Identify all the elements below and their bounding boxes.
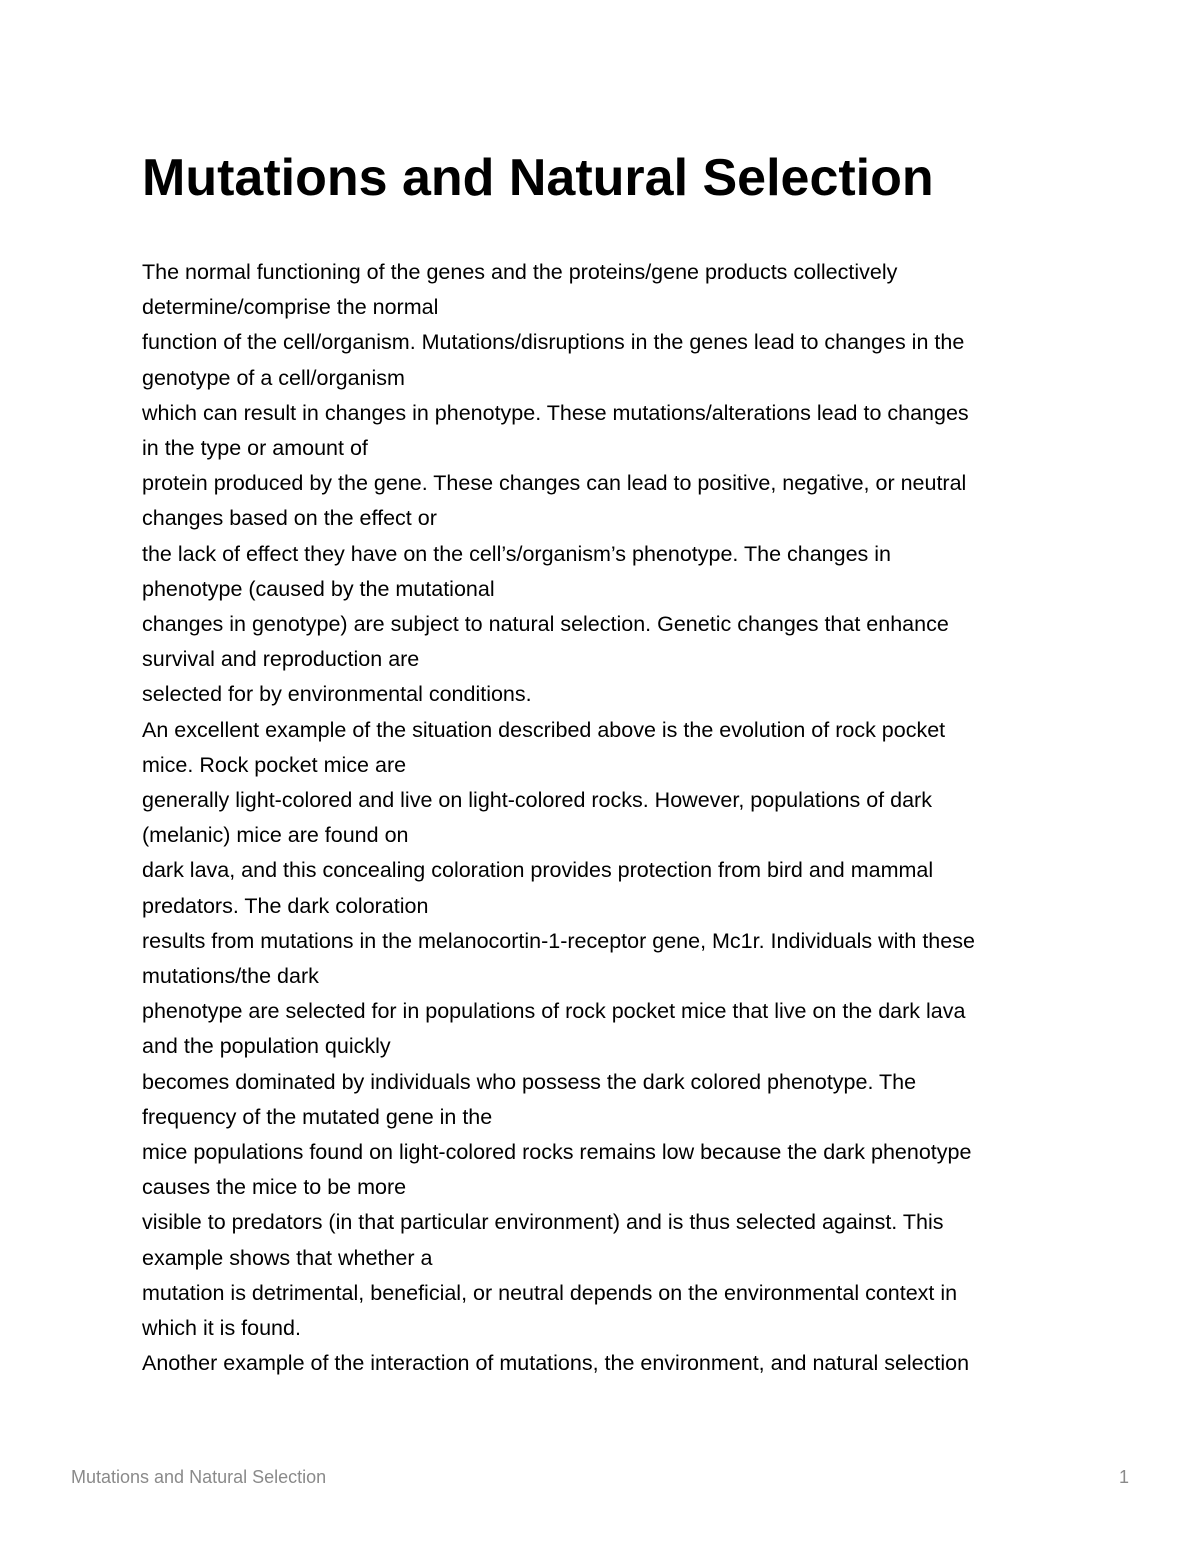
body-line: dark lava, and this concealing coloration provides protection from bird and mammal xyxy=(142,858,934,883)
body-line: changes in genotype) are subject to natural selection. Genetic changes that enhance xyxy=(142,612,949,637)
body-line: generally light-colored and live on light-colored rocks. However, populations of dark xyxy=(142,788,932,813)
document-body xyxy=(142,255,1062,1382)
body-line: phenotype are selected for in populations of rock pocket mice that live on the dark lava xyxy=(142,999,966,1024)
body-line: An excellent example of the situation described above is the evolution of rock pocket xyxy=(142,717,946,742)
body-line: mutation is detrimental, beneficial, or neutral depends on the environmental context in xyxy=(142,1280,958,1305)
body-line: changes based on the effect or xyxy=(142,506,437,531)
body-line: and the population quickly xyxy=(142,1034,391,1059)
body-line: mutations/the dark xyxy=(142,964,319,989)
body-line: causes the mice to be more xyxy=(142,1175,407,1200)
body-line: selected for by environmental conditions. xyxy=(142,682,532,707)
body-line: Another example of the interaction of mutations, the environment, and natural selection xyxy=(142,1351,970,1376)
body-line: example shows that whether a xyxy=(142,1245,433,1270)
body-line: visible to predators (in that particular environment) and is thus selected against. This xyxy=(142,1210,944,1235)
document-title: Mutations and Natural Selection xyxy=(142,149,934,207)
footer-page-number: 1 xyxy=(1118,1467,1129,1487)
body-line: frequency of the mutated gene in the xyxy=(142,1104,493,1129)
body-line: the lack of effect they have on the cell’s/organism’s phenotype. The changes in xyxy=(142,541,892,566)
body-line: which it is found. xyxy=(142,1316,301,1341)
body-line: results from mutations in the melanocortin-1-receptor gene, Mc1r. Individuals with these xyxy=(142,928,975,953)
body-line: mice populations found on light-colored rocks remains low because the dark phenotype xyxy=(142,1140,972,1165)
body-line: genotype of a cell/organism xyxy=(142,365,405,390)
body-line: survival and reproduction are xyxy=(142,647,420,672)
body-line: predators. The dark coloration xyxy=(142,893,429,918)
body-line: determine/comprise the normal xyxy=(142,295,439,320)
body-line: function of the cell/organism. Mutations/disruptions in the genes lead to changes in the xyxy=(142,330,965,355)
body-line: The normal functioning of the genes and the proteins/gene products collectively xyxy=(142,260,898,284)
footer-document-title: Mutations and Natural Selection xyxy=(71,1467,327,1487)
body-line: in the type or amount of xyxy=(142,436,368,461)
body-line: protein produced by the gene. These changes can lead to positive, negative, or neutral xyxy=(142,471,967,496)
body-line: phenotype (caused by the mutational xyxy=(142,576,495,601)
body-line: which can result in changes in phenotype. These mutations/alterations lead to changes xyxy=(142,400,969,425)
body-line: becomes dominated by individuals who possess the dark colored phenotype. The xyxy=(142,1069,917,1094)
body-line: mice. Rock pocket mice are xyxy=(142,752,407,777)
body-line: (melanic) mice are found on xyxy=(142,823,409,848)
